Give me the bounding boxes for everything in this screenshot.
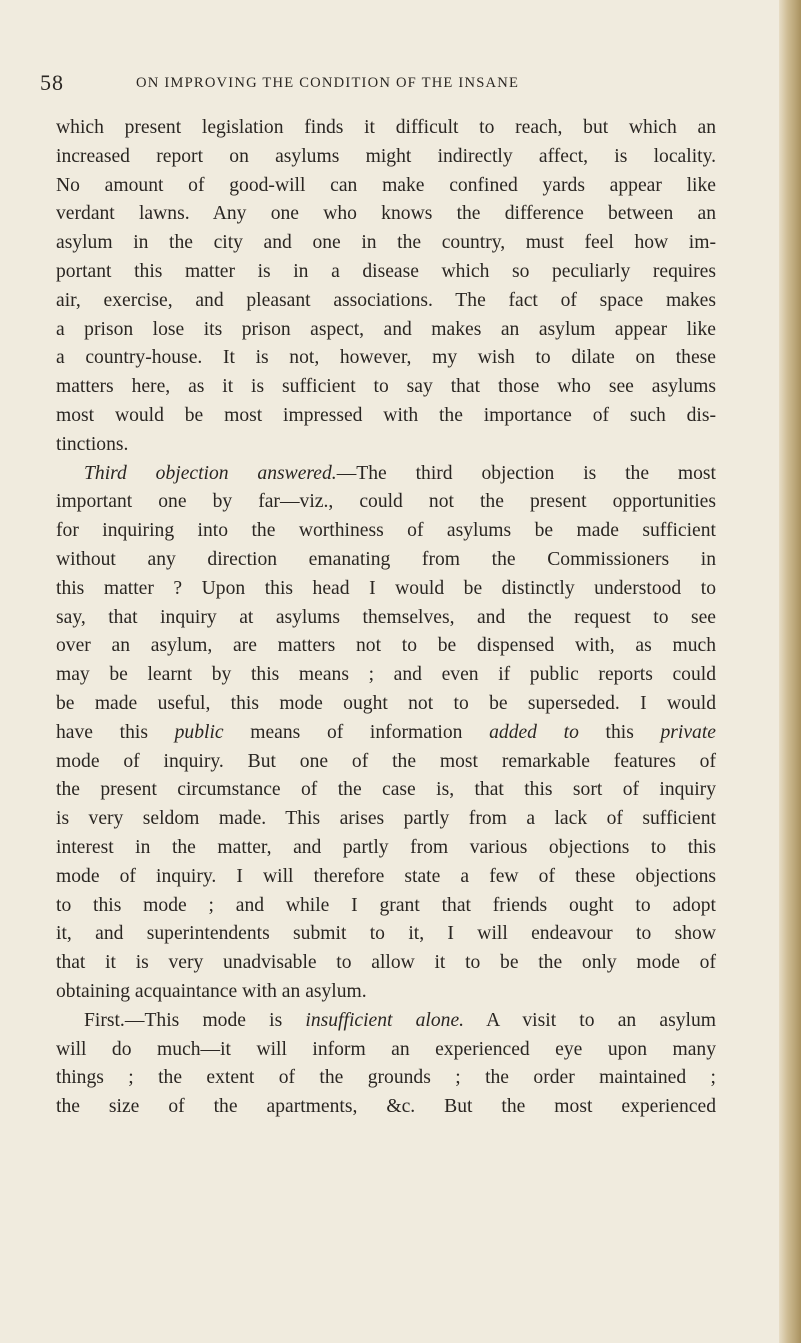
text-line: that it is very unadvisable to allow it to be the only mode of bbox=[56, 952, 716, 974]
section-heading: Third objection answered. bbox=[84, 462, 337, 484]
text-line: increased report on asylums might indirectly affect, is locality. bbox=[56, 145, 716, 167]
text-line: portant this matter is in a disease which so peculiarly requires bbox=[56, 260, 716, 282]
text-line: a country-house. It is not, however, my wish to dilate on these bbox=[56, 347, 716, 369]
text-line: a prison lose its prison aspect, and makes an asylum appear like bbox=[56, 318, 716, 340]
text-line: important one by far—viz., could not the present opportunities bbox=[56, 491, 716, 513]
text-line: air, exercise, and pleasant associations. The fact of space makes bbox=[56, 289, 716, 311]
text-fragment: means of information bbox=[223, 721, 490, 743]
text-line: the present circumstance of the case is, that this sort of inquiry bbox=[56, 779, 716, 801]
text-line: tinctions. bbox=[56, 433, 129, 455]
text-line: obtaining acquaintance with an asylum. bbox=[56, 980, 367, 1002]
running-header bbox=[40, 70, 760, 98]
text-line: say, that inquiry at asylums themselves, and the request to see bbox=[56, 606, 716, 628]
page-edge bbox=[779, 0, 801, 1343]
text-line: to this mode ; and while I grant that friends ought to adopt bbox=[56, 894, 716, 916]
text-line: is very seldom made. This arises partly from a lack of sufficient bbox=[56, 808, 716, 830]
text-fragment: this bbox=[578, 721, 661, 743]
text-fragment: have this bbox=[56, 721, 175, 743]
text-line: for inquiring into the worthiness of asylums be made sufficient bbox=[56, 520, 716, 542]
body-text bbox=[56, 114, 716, 1122]
text-fragment: A visit to an asylum bbox=[464, 1009, 716, 1031]
emphasis-insufficient: insufficient alone. bbox=[305, 1009, 465, 1031]
text-line: matters here, as it is sufficient to say that those who see asylums bbox=[56, 376, 716, 398]
text-line: the size of the apartments, &c. But the most experienced bbox=[56, 1096, 716, 1118]
emphasis-public: public bbox=[174, 721, 224, 743]
text-line: it, and superintendents submit to it, I will endeavour to show bbox=[56, 923, 716, 945]
text-line: asylum in the city and one in the country, must feel how im- bbox=[56, 232, 716, 254]
text-line: may be learnt by this means ; and even if public reports could bbox=[56, 664, 716, 686]
text-line: No amount of good-will can make confined yards appear like bbox=[56, 174, 716, 196]
page-number: 58 bbox=[40, 70, 64, 95]
text-line: will do much—it will inform an experienced eye upon many bbox=[56, 1038, 716, 1060]
emphasis-private: private bbox=[660, 721, 716, 743]
text-line: mode of inquiry. But one of the most remarkable features of bbox=[56, 750, 716, 772]
text-fragment: —This mode is bbox=[124, 1009, 306, 1031]
text-line: verdant lawns. Any one who knows the difference between an bbox=[56, 203, 716, 225]
first-label: First. bbox=[84, 1009, 125, 1031]
text-line: most would be most impressed with the importance of such dis- bbox=[56, 404, 716, 426]
paragraph-heading-line bbox=[56, 1007, 716, 1036]
text-line: over an asylum, are matters not to be dispensed with, as much bbox=[56, 635, 716, 657]
text-fragment: —The third objection is the most bbox=[336, 462, 716, 484]
text-line: this matter ? Upon this head I would be distinctly understood to bbox=[56, 577, 716, 599]
text-line: be made useful, this mode ought not to be superseded. I would bbox=[56, 692, 716, 714]
text-line: things ; the extent of the grounds ; the order maintained ; bbox=[56, 1067, 716, 1089]
text-line: without any direction emanating from the Commissioners in bbox=[56, 548, 716, 570]
running-title: ON IMPROVING THE CONDITION OF THE INSANE bbox=[136, 75, 520, 91]
text-line: interest in the matter, and partly from various objections to this bbox=[56, 836, 716, 858]
text-line: mode of inquiry. I will therefore state a few of these objections bbox=[56, 865, 716, 887]
paragraph-heading-line bbox=[56, 460, 716, 489]
text-line-mixed bbox=[56, 719, 716, 748]
emphasis-added-to: added to bbox=[489, 721, 579, 743]
text-line: which present legislation finds it difficult to reach, but which an bbox=[56, 117, 716, 138]
